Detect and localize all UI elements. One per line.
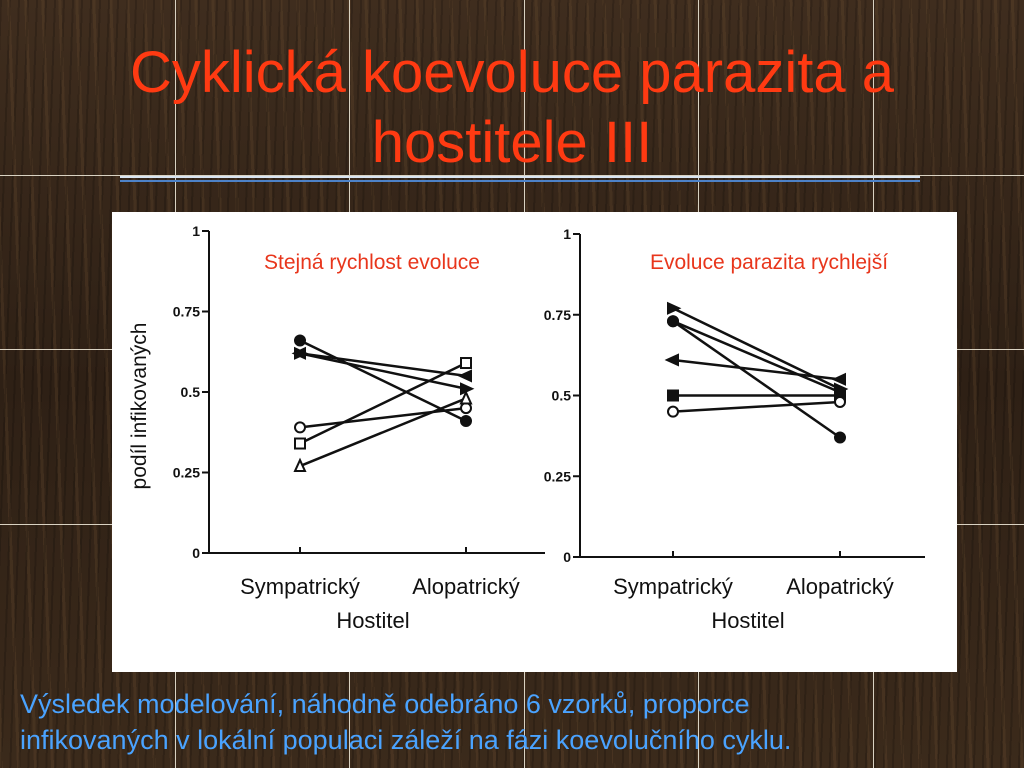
chart2-series-4-line (673, 360, 840, 379)
chart2-series-6-point-2 (835, 397, 845, 407)
chart2-y-tick-label-0: 0 (563, 549, 571, 565)
chart1-y-tick-label-4: 1 (192, 223, 200, 239)
chart2-x-axis-label: Hostitel (711, 608, 785, 633)
chart1-series-3-line (300, 353, 466, 376)
chart2-y-tick-label-3: 0.75 (543, 306, 571, 323)
chart1-series-4-line (300, 408, 466, 427)
chart2-y-tick-label-1: 0.25 (543, 468, 571, 485)
chart1-series-1-point-1 (295, 335, 305, 345)
chart2-title: Evoluce parazita rychlejší (649, 251, 889, 274)
chart2-series-6-line (673, 402, 840, 412)
chart2-series-3-line (673, 321, 840, 392)
chart2-y-tick-label-2: 0.5 (551, 387, 571, 404)
chart2-series-1-point-1 (668, 303, 679, 313)
chart1-y-tick-label-1: 0.25 (172, 464, 200, 481)
chart2-category-label-0: Sympatrický (613, 574, 733, 599)
chart1-series-3-point-2 (460, 371, 471, 381)
chart2-series-2-point-2 (835, 432, 845, 442)
chart1-series-4-point-1 (295, 422, 305, 432)
y-axis-label: podíl infikovaných (128, 322, 151, 490)
chart2-series-4-point-1 (667, 355, 678, 365)
chart2-series-3-point-1 (668, 316, 678, 326)
slide-caption-line1: Výsledek modelování, náhodně odebráno 6 vzorků, proporce (20, 689, 750, 719)
chart2-category-label-1: Alopatrický (786, 574, 894, 599)
chart1-series-4-point-2 (461, 403, 471, 413)
chart2-series-6-point-1 (668, 407, 678, 417)
chart1-y-tick-label-3: 0.75 (172, 303, 200, 320)
chart1-series-5-point-1 (295, 439, 305, 449)
chart1-series-1-point-2 (461, 416, 471, 426)
chart1-category-label-0: Sympatrický (240, 574, 360, 599)
chart2-series-5-point-1 (668, 391, 678, 401)
chart1-y-tick-label-0: 0 (192, 545, 200, 561)
slide-caption-line2: infikovaných v lokální populaci záleží na fázi koevolučního cyklu. (20, 725, 792, 755)
chart1-title: Stejná rychlost evoluce (264, 251, 480, 274)
slide-title-line1: Cyklická koevoluce parazita a (129, 40, 895, 105)
chart2-series-4-point-2 (834, 374, 845, 384)
chart2-series-2-line (673, 321, 840, 437)
slide-title-line2: hostitele III (371, 110, 653, 175)
chart1-y-tick-label-2: 0.5 (180, 384, 200, 400)
chart1-series-5-point-2 (461, 358, 471, 368)
chart2-y-tick-label-4: 1 (563, 226, 571, 242)
chart1-x-axis-label: Hostitel (336, 608, 410, 633)
chart1-series-2-line (300, 353, 466, 388)
chart1-category-label-1: Alopatrický (412, 574, 520, 599)
slide-caption (20, 686, 1010, 758)
chart1-series-6-point-1 (295, 460, 305, 471)
